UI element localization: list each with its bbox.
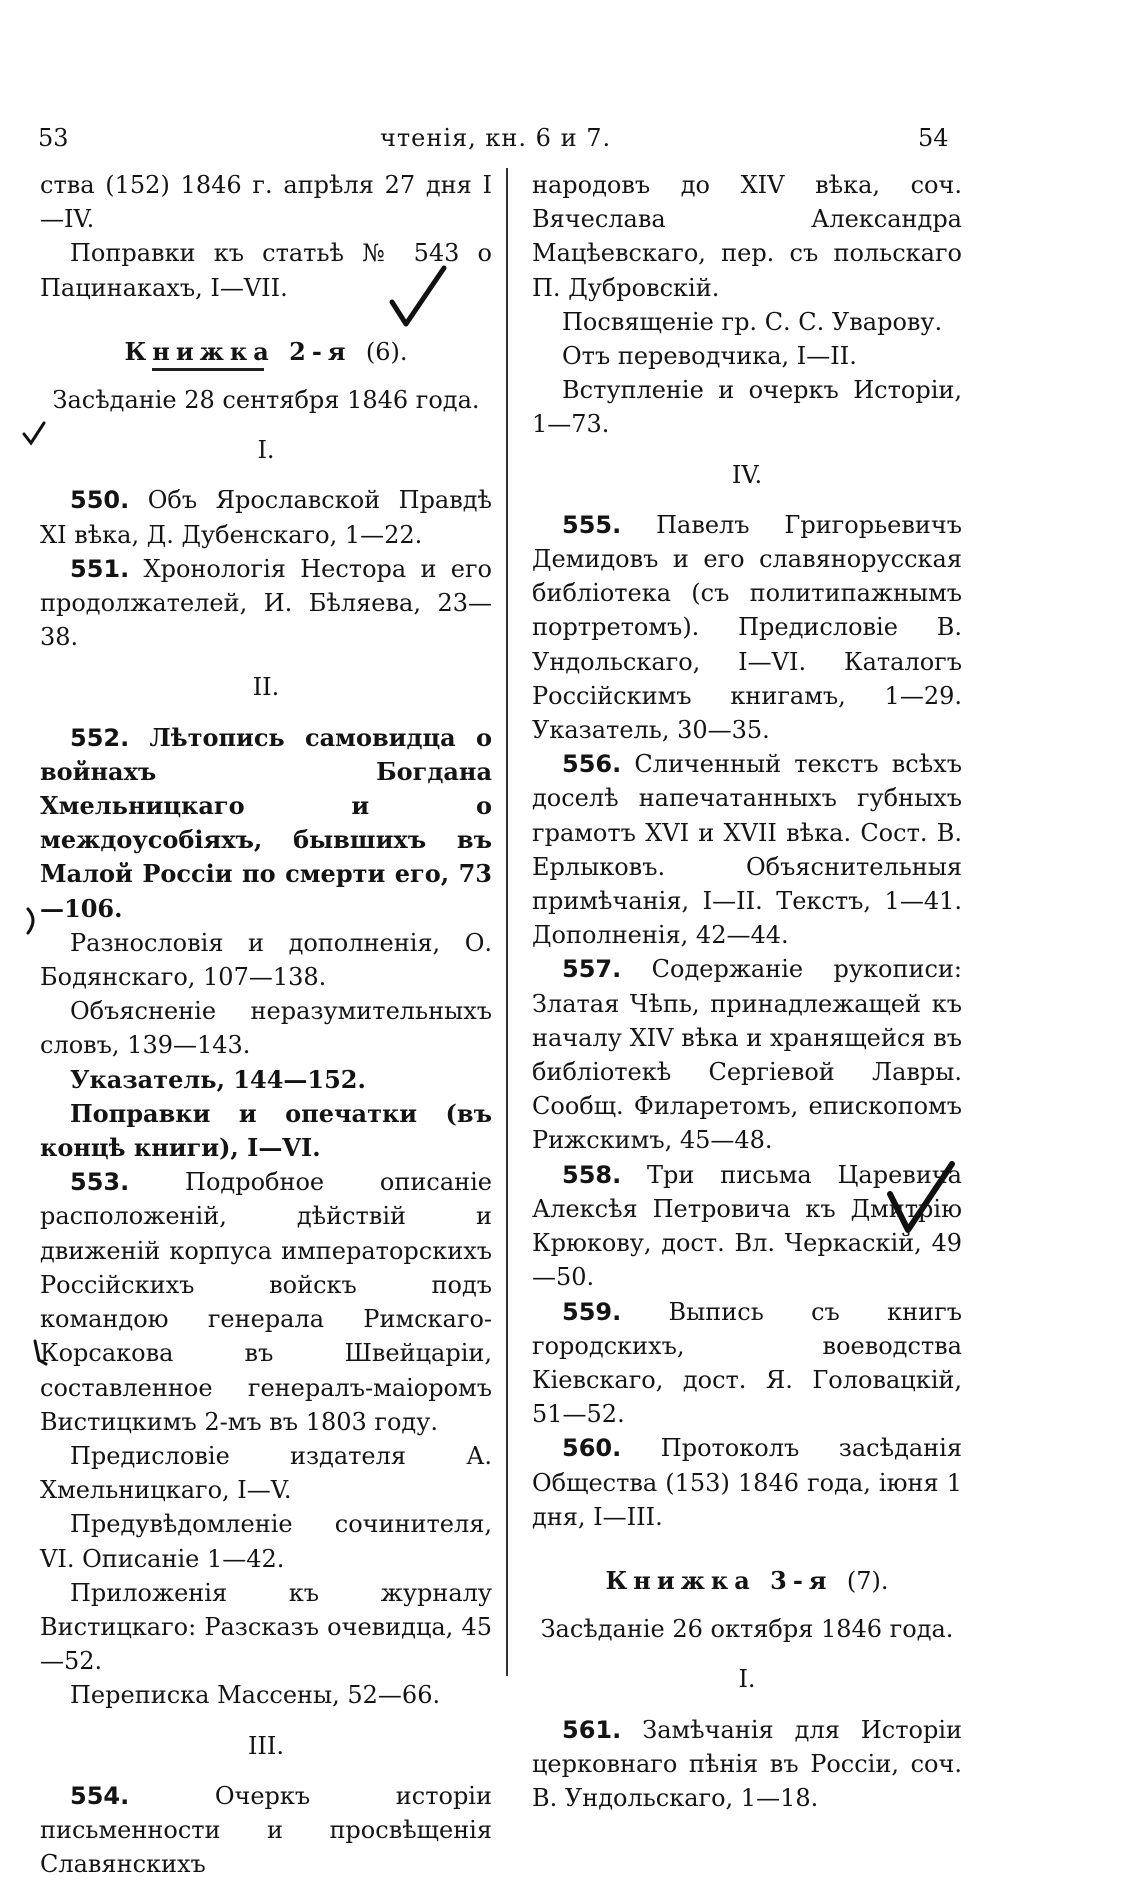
entry (532, 1713, 962, 1816)
text-line: Объясненіе неразумительныхъ словъ, 139—143. (40, 997, 492, 1060)
text-line: Предисловіе издателя А. Хмельницкаго, I—V. (40, 1441, 492, 1505)
entry-text: Очеркъ исторіи письменности и просвѣщенія Славянскихъ (40, 1781, 492, 1879)
text-line: Разнословія и дополненія, О. Бодянскаго, 107—138. (40, 928, 492, 992)
entry-number: 555. (562, 510, 622, 539)
entry (40, 1165, 492, 1439)
entry-text: Хронологія Нестора и его продолжателей, И. Бѣляева, 23—38. (40, 554, 492, 652)
entry-text: Подробное описаніе расположеній, дѣйствій и движеній корпуса императорскихъ Россійскихъ войскъ подъ командою генерала Римскаго-Корсакова въ Швейцаріи, составленное генералъ-маіоромъ Вистицкимъ 2-мъ въ 1803 году. (40, 1168, 492, 1436)
text-line: Посвященіе гр. С. С. Уварову. (562, 307, 943, 336)
entry (532, 1295, 962, 1432)
entry (532, 747, 962, 952)
entry (40, 1779, 492, 1881)
book-heading (532, 1564, 962, 1598)
entry-number: 556. (562, 750, 622, 779)
entry (532, 1158, 962, 1295)
text-line: Поправки къ статьѣ № 543 о Пацинакахъ, I—VII. (40, 239, 492, 302)
entry-text: Павелъ Григорьевичъ Демидовъ и его славянорусская библіотека (съ политипажнымъ портретомъ). Предисловіе В. Ундольскаго, I—VI. Каталогъ Россійскимъ книгамъ, 1—29. Указатель, 30—35. (532, 510, 962, 745)
entry (40, 552, 492, 655)
entry-text: Сличенный текстъ всѣхъ доселѣ напечатанныхъ губныхъ грамотъ XVI и XVII вѣка. Сост. В. Ерлыковъ. Объяснительныя примѣчанія, I—II. Текстъ, 1—41. Дополненія, 42—44. (532, 750, 962, 950)
text-line: ства (152) 1846 г. апрѣля 27 дня I—IV. (40, 171, 492, 234)
entry (532, 952, 962, 1157)
entry-text: Лѣтопись самовидца о войнахъ Богдана Хмельницкаго и о междоусобіяхъ, бывшихъ въ Малой Россіи по смерти его, 73—106. (40, 722, 492, 923)
text-line: Переписка Массены, 52—66. (70, 1681, 441, 1710)
text-line: народовъ до XIV вѣка, соч. Вячеслава Александра Мацѣевскаго, пер. съ польскаго П. Дубровскій. (532, 171, 962, 302)
book-heading (40, 335, 492, 369)
entry-text: Объ Ярославской Правдѣ XI вѣка, Д. Дубенскаго, 1—22. (40, 486, 492, 549)
text-line: Указатель, 144—152. (70, 1064, 366, 1094)
page-header (0, 124, 1140, 164)
text-line: Вступленіе и очеркъ Исторіи, 1—73. (532, 376, 962, 439)
entry-text: Замѣчанія для Исторіи церковнаго пѣнія въ Россіи, соч. В. Ундольскаго, 1—18. (532, 1715, 962, 1812)
running-title: чтенія, кн. 6 и 7. (380, 124, 612, 152)
column-divider (506, 168, 508, 1676)
right-column (532, 168, 962, 1815)
entry (532, 1431, 962, 1534)
page-number-left: 53 (38, 124, 69, 152)
entry-number: 552. (70, 723, 130, 752)
book-number: (6). (365, 337, 408, 366)
section-numeral: I. (257, 436, 275, 465)
text-line: Предувѣдомленіе сочинителя, VI. Описаніе 1—42. (40, 1510, 492, 1573)
entry-number: 550. (70, 486, 130, 515)
entry (40, 483, 492, 551)
entry-number: 559. (562, 1297, 622, 1326)
entry-number: 560. (562, 1434, 622, 1463)
meeting-line: Засѣданіе 28 сентября 1846 года. (52, 386, 480, 415)
entry (40, 721, 492, 926)
book-number: (7). (846, 1566, 889, 1595)
section-numeral: III. (247, 1731, 285, 1760)
book-title: Книжка 3-я (605, 1565, 833, 1595)
entry-text: Три письма Царевича Алексѣя Петровича къ Дмитрію Крюкову, дост. Вл. Черкаскій, 49—50. (532, 1160, 962, 1292)
text-line: Отъ переводчика, I—II. (562, 342, 857, 371)
section-numeral: IV. (731, 460, 763, 489)
text-line: Поправки и опечатки (въ концѣ книги), I—VI. (40, 1098, 492, 1163)
entry-number: 551. (70, 554, 130, 583)
entry-text: Протоколъ засѣданія Общества (153) 1846 года, іюня 1 дня, I—III. (532, 1434, 962, 1531)
entry-number: 561. (562, 1715, 622, 1744)
entry-number: 554. (70, 1781, 130, 1810)
entry-number: 553. (70, 1168, 130, 1197)
entry-text: Выпись съ книгъ городскихъ, воеводства Кіевскаго, дост. Я. Головацкій, 51—52. (532, 1297, 962, 1429)
section-numeral: II. (252, 673, 280, 702)
entry-number: 557. (562, 955, 622, 984)
text-line: Приложенія къ журналу Вистицкаго: Разсказъ очевидца, 45—52. (40, 1578, 492, 1676)
page-number-right: 54 (918, 124, 949, 152)
entry-number: 558. (562, 1160, 622, 1189)
meeting-line: Засѣданіе 26 октября 1846 года. (540, 1615, 954, 1644)
entry-text: Содержаніе рукописи: Златая Чѣпь, принадлежащей къ началу XIV вѣка и хранящейся въ библіотекѣ Сергіевой Лавры. Сообщ. Филаретомъ, епископомъ Рижскимъ, 45—48. (532, 955, 962, 1155)
section-numeral: I. (738, 1665, 756, 1694)
book-title: Книжка 2-я (124, 336, 352, 366)
left-column (40, 168, 492, 1881)
entry (532, 508, 962, 747)
